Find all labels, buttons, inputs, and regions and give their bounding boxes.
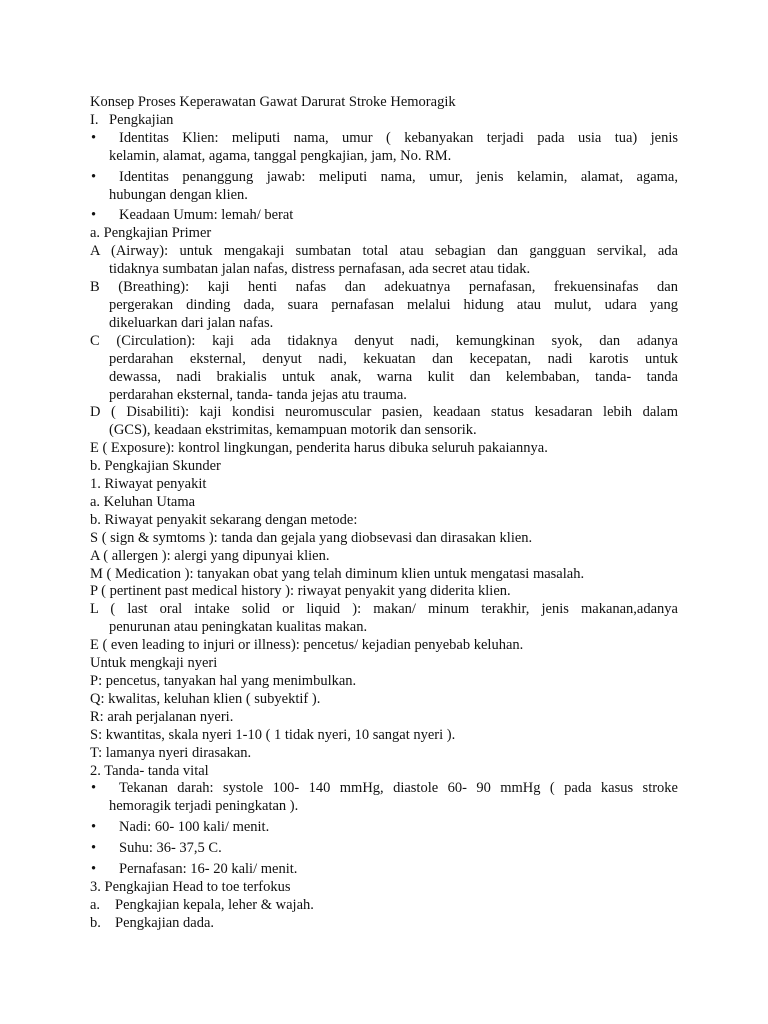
bullet-icon: • xyxy=(91,819,97,836)
bullet-text: Keadaan Umum: lemah/ berat xyxy=(119,207,294,224)
section-pengkajian xyxy=(90,112,678,130)
bullet-text: Pernafasan: 16- 20 kali/ menit. xyxy=(119,861,298,878)
paragraph-line: tidaknya sumbatan jalan nafas, distress pernafasan, ada secret atau tidak. xyxy=(109,261,531,278)
nyeri-item: Q: kwalitas, keluhan klien ( subyektif ). xyxy=(90,690,321,707)
bullet-identitas-klien xyxy=(90,130,678,166)
item-text: Pengkajian dada. xyxy=(115,914,215,931)
paragraph-line: perdarahan eksternal, denyut nadi, kekuatan dan kecepatan, nadi karotis untuk xyxy=(109,350,678,367)
bullet-text: kelamin, alamat, agama, tanggal pengkajian, jam, No. RM. xyxy=(109,147,452,164)
nyeri-item: P: pencetus, tanyakan hal yang menimbulkan. xyxy=(90,673,357,689)
paragraph-line: dikeluarkan dari jalan nafas. xyxy=(109,314,274,331)
bullet-text: Tekanan darah: systole 100- 140 mmHg, diastole 60- 90 mmHg ( pada kasus stroke xyxy=(119,780,678,797)
sample-item: E ( even leading to injuri or illness): pencetus/ kejadian penyebab keluhan. xyxy=(90,637,524,654)
document-title: Konsep Proses Keperawatan Gawat Darurat Stroke Hemoragik xyxy=(90,94,456,110)
sample-item-last-intake xyxy=(90,601,678,637)
riwayat-title: 1. Riwayat penyakit xyxy=(90,476,207,493)
bullet-text: hubungan dengan klien. xyxy=(109,186,248,203)
subsection-title: a. Pengkajian Primer xyxy=(90,225,212,242)
item-label: b. xyxy=(90,914,101,931)
bullet-text: Nadi: 60- 100 kali/ menit. xyxy=(119,819,270,836)
bullet-icon: • xyxy=(91,168,97,185)
section-number: I. xyxy=(90,111,99,128)
primer-airway xyxy=(90,243,678,279)
sample-item: A ( allergen ): alergi yang dipunyai klien. xyxy=(90,547,330,564)
bullet-suhu xyxy=(90,840,678,858)
subsection-title: b. Pengkajian Skunder xyxy=(90,458,221,475)
head-to-toe-item xyxy=(90,915,678,933)
paragraph-line: penurunan atau peningkatan kualitas makan. xyxy=(109,619,368,636)
bullet-icon: • xyxy=(91,840,97,857)
bullet-pernafasan xyxy=(90,861,678,879)
riwayat-item: b. Riwayat penyakit sekarang dengan metode: xyxy=(90,511,358,528)
primer-exposure: E ( Exposure): kontrol lingkungan, penderita harus dibuka seluruh pakaiannya. xyxy=(90,440,548,457)
primer-disability xyxy=(90,404,678,440)
paragraph-line: dewassa, nadi brakialis untuk anak, warna kulit dan kelembaban, tanda- tanda xyxy=(109,368,678,385)
primer-breathing xyxy=(90,279,678,333)
bullet-tekanan-darah xyxy=(90,780,678,816)
bullet-icon: • xyxy=(91,780,97,797)
paragraph-line: C (Circulation): kaji ada tidaknya denyut nadi, kemungkinan syok, dan adanya xyxy=(90,332,678,349)
bullet-icon: • xyxy=(91,207,97,224)
nyeri-item: T: lamanya nyeri dirasakan. xyxy=(90,744,252,761)
paragraph-line: L ( last oral intake solid or liquid ): makan/ minum terakhir, jenis makanan,adanya xyxy=(90,601,678,618)
riwayat-item: a. Keluhan Utama xyxy=(90,493,196,510)
sample-item: M ( Medication ): tanyakan obat yang telah diminum klien untuk mengatasi masalah. xyxy=(90,565,585,582)
paragraph-line: perdarahan eksternal, tanda- tanda jejas atu trauma. xyxy=(109,386,407,403)
sample-item: S ( sign & symtoms ): tanda dan gejala yang diobsevasi dan dirasakan klien. xyxy=(90,529,533,546)
paragraph-line: D ( Disabiliti): kaji kondisi neuromuscular pasien, keadaan status kesadaran lebih dalam xyxy=(90,404,678,421)
bullet-text: Suhu: 36- 37,5 C. xyxy=(119,840,222,857)
bullet-icon: • xyxy=(91,129,97,146)
bullet-text: hemoragik terjadi peningkatan ). xyxy=(109,798,299,815)
paragraph-line: B (Breathing): kaji henti nafas dan adekuatnya pernafasan, frekuensinafas dan xyxy=(90,279,678,296)
item-text: Pengkajian kepala, leher & wajah. xyxy=(115,896,314,913)
item-label: a. xyxy=(90,896,101,913)
bullet-identitas-pj xyxy=(90,169,678,205)
sample-item: P ( pertinent past medical history ): riwayat penyakit yang diderita klien. xyxy=(90,583,511,600)
head-to-toe-title: 3. Pengkajian Head to toe terfokus xyxy=(90,878,291,895)
head-to-toe-item xyxy=(90,897,678,915)
bullet-text: Identitas Klien: meliputi nama, umur ( kebanyakan terjadi pada usia tua) jenis xyxy=(119,129,678,146)
nyeri-item: R: arah perjalanan nyeri. xyxy=(90,708,234,725)
nyeri-item: S: kwantitas, skala nyeri 1-10 ( 1 tidak nyeri, 10 sangat nyeri ). xyxy=(90,726,456,743)
paragraph-line: (GCS), keadaan ekstrimitas, kemampuan motorik dan sensorik. xyxy=(109,422,477,439)
bullet-icon: • xyxy=(91,861,97,878)
bullet-keadaan-umum xyxy=(90,207,678,225)
primer-circulation xyxy=(90,333,678,405)
vital-title: 2. Tanda- tanda vital xyxy=(90,762,209,779)
section-title: Pengkajian xyxy=(109,111,174,128)
bullet-nadi xyxy=(90,819,678,837)
document-page xyxy=(90,94,678,933)
paragraph-line: A (Airway): untuk mengakaji sumbatan total atau sebagian dan gangguan servikal, ada xyxy=(90,243,678,260)
paragraph-line: pergerakan dinding dada, suara pernafasan melalui hidung atau mulut, udara yang xyxy=(109,296,678,313)
bullet-text: Identitas penanggung jawab: meliputi nama, umur, jenis kelamin, alamat, agama, xyxy=(119,168,678,185)
nyeri-title: Untuk mengkaji nyeri xyxy=(90,655,218,672)
